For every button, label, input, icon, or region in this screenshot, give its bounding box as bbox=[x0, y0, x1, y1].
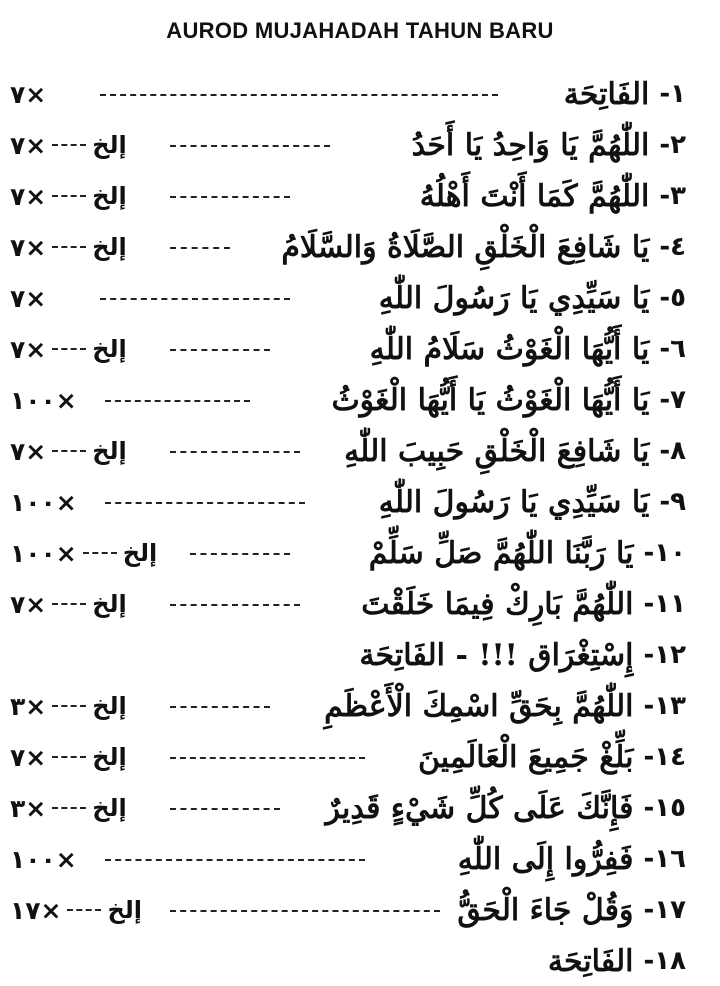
item-text: يَا شَافِعَ الْخَلْقِ الصَّلَاةُ وَالسَّلَامُ bbox=[281, 229, 650, 265]
dashed-leader bbox=[170, 808, 280, 810]
item-number: ١٢- bbox=[643, 640, 686, 670]
dashed-leader bbox=[100, 94, 498, 96]
item-text: اللّٰهُمَّ بِحَقِّ اسْمِكَ الْأَعْظَمِ bbox=[324, 688, 634, 724]
count-group bbox=[10, 324, 127, 374]
etc-marker: إلخ bbox=[92, 743, 127, 771]
item-text: يَا سَيِّدِي يَا رَسُولَ اللّٰهِ bbox=[378, 484, 650, 520]
list-item bbox=[0, 783, 720, 833]
etc-marker: إلخ bbox=[107, 896, 143, 924]
item-content bbox=[458, 834, 686, 884]
list-item bbox=[0, 324, 720, 374]
item-text: فَإِنَّكَ عَلَى كُلِّ شَيْءٍ قَدِيرٌ bbox=[325, 790, 634, 826]
item-content bbox=[370, 324, 686, 374]
item-text: يَا سَيِّدِي يَا رَسُولَ اللّٰهِ bbox=[378, 280, 650, 316]
count-group bbox=[10, 885, 142, 935]
item-text: فَفِرُّوا إِلَى اللّٰهِ bbox=[457, 841, 634, 877]
list-item bbox=[0, 528, 720, 578]
dashed-leader bbox=[170, 196, 290, 198]
count-group bbox=[10, 69, 46, 119]
repeat-count: ٧× bbox=[10, 742, 47, 772]
list-item bbox=[0, 120, 720, 170]
item-number: ١- bbox=[659, 79, 686, 109]
list-item bbox=[0, 732, 720, 782]
item-text: يَا شَافِعَ الْخَلْقِ حَبِيبَ اللّٰهِ bbox=[344, 433, 650, 469]
item-text: الفَاتِحَة bbox=[547, 943, 634, 979]
item-number: ١٨- bbox=[643, 946, 686, 976]
list-item bbox=[0, 834, 720, 884]
item-text: يَا رَبَّنَا اللّٰهُمَّ صَلِّ سَلِّمْ bbox=[368, 535, 634, 571]
dashed-leader bbox=[190, 553, 290, 555]
item-text: اللّٰهُمَّ كَمَا أَنْتَ أَهْلُهُ bbox=[419, 178, 650, 214]
count-group bbox=[10, 426, 127, 476]
count-group bbox=[10, 222, 127, 272]
list-item bbox=[0, 375, 720, 425]
dash-separator bbox=[52, 246, 86, 248]
dashed-leader bbox=[170, 757, 365, 759]
count-group bbox=[10, 171, 127, 221]
item-content bbox=[331, 375, 686, 425]
count-group bbox=[10, 273, 46, 323]
dash-separator bbox=[52, 705, 86, 707]
count-group bbox=[10, 834, 77, 884]
item-number: ٨- bbox=[659, 436, 686, 466]
etc-marker: إلخ bbox=[122, 539, 158, 567]
list-item bbox=[0, 477, 720, 527]
repeat-count: ١٠٠× bbox=[10, 385, 77, 415]
etc-marker: إلخ bbox=[92, 233, 127, 261]
count-group bbox=[10, 732, 127, 782]
repeat-count: ١٠٠× bbox=[10, 487, 77, 517]
item-number: ٥- bbox=[659, 283, 686, 313]
item-number: ١٣- bbox=[643, 691, 686, 721]
item-content bbox=[325, 783, 686, 833]
dash-separator bbox=[83, 552, 117, 554]
dashed-leader bbox=[170, 451, 300, 453]
dashed-leader bbox=[170, 910, 440, 912]
dashed-leader bbox=[100, 298, 290, 300]
list-item bbox=[0, 426, 720, 476]
etc-marker: إلخ bbox=[92, 590, 127, 618]
item-text: إِسْتِغْرَاق !!! - الفَاتِحَة bbox=[359, 637, 634, 673]
count-group bbox=[10, 375, 77, 425]
item-content bbox=[420, 171, 686, 221]
list-item bbox=[0, 681, 720, 731]
item-content bbox=[344, 426, 686, 476]
item-number: ٧- bbox=[659, 385, 686, 415]
etc-marker: إلخ bbox=[92, 131, 127, 159]
dashed-leader bbox=[170, 604, 300, 606]
repeat-count: ٧× bbox=[10, 436, 47, 466]
dashed-leader bbox=[170, 247, 230, 249]
item-content bbox=[457, 885, 686, 935]
item-content bbox=[281, 222, 686, 272]
item-number: ٣- bbox=[659, 181, 686, 211]
list-item bbox=[0, 936, 720, 986]
item-text: اللّٰهُمَّ يَا وَاحِدُ يَا أَحَدُ bbox=[411, 127, 650, 163]
item-text: يَا أَيُّهَا الْغَوْثُ سَلَامُ اللّٰهِ bbox=[369, 331, 650, 367]
item-content bbox=[418, 732, 686, 782]
dash-separator bbox=[52, 756, 86, 758]
etc-marker: إلخ bbox=[92, 692, 127, 720]
repeat-count: ٣× bbox=[10, 793, 47, 823]
dashed-leader bbox=[105, 502, 305, 504]
item-text: يَا أَيُّهَا الْغَوْثُ يَا أَيُّهَا الْغَوْثُ bbox=[331, 382, 650, 418]
list-item bbox=[0, 222, 720, 272]
item-content bbox=[359, 630, 686, 680]
dash-separator bbox=[52, 807, 86, 809]
item-number: ٦- bbox=[659, 334, 686, 364]
etc-marker: إلخ bbox=[92, 794, 127, 822]
item-text: وَقُلْ جَاءَ الْحَقُّ bbox=[457, 892, 634, 928]
list-item bbox=[0, 630, 720, 680]
item-number: ١٧- bbox=[643, 895, 686, 925]
list-item bbox=[0, 885, 720, 935]
count-group bbox=[10, 120, 127, 170]
item-number: ١٥- bbox=[643, 793, 686, 823]
item-number: ١٤- bbox=[643, 742, 686, 772]
count-group bbox=[10, 579, 127, 629]
repeat-count: ٧× bbox=[10, 334, 47, 364]
page-title: AUROD MUJAHADAH TAHUN BARU bbox=[166, 18, 554, 43]
count-group bbox=[10, 681, 127, 731]
count-group bbox=[10, 528, 157, 578]
item-number: ٩- bbox=[659, 487, 686, 517]
item-content bbox=[361, 579, 686, 629]
list-item bbox=[0, 273, 720, 323]
repeat-count: ٧× bbox=[10, 232, 47, 262]
dashed-leader bbox=[170, 145, 330, 147]
item-text: اللّٰهُمَّ بَارِكْ فِيمَا خَلَقْتَ bbox=[361, 586, 634, 622]
item-content bbox=[324, 681, 686, 731]
repeat-count: ١٠٠× bbox=[10, 844, 77, 874]
repeat-count: ٧× bbox=[10, 130, 47, 160]
dash-separator bbox=[52, 603, 86, 605]
dashed-leader bbox=[170, 349, 270, 351]
count-group bbox=[10, 477, 77, 527]
item-content bbox=[379, 477, 686, 527]
list-item bbox=[0, 69, 720, 119]
etc-marker: إلخ bbox=[92, 182, 127, 210]
dashed-leader bbox=[105, 400, 250, 402]
item-text: الفَاتِحَة bbox=[563, 76, 650, 112]
item-content bbox=[564, 69, 686, 119]
dash-separator bbox=[52, 144, 86, 146]
repeat-count: ١٧× bbox=[10, 895, 62, 925]
item-number: ٢- bbox=[659, 130, 686, 160]
etc-marker: إلخ bbox=[92, 437, 127, 465]
list-item bbox=[0, 171, 720, 221]
item-content bbox=[412, 120, 686, 170]
item-number: ١٠- bbox=[643, 538, 686, 568]
item-content bbox=[369, 528, 686, 578]
dashed-leader bbox=[105, 859, 365, 861]
dash-separator bbox=[67, 909, 101, 911]
repeat-count: ١٠٠× bbox=[10, 538, 77, 568]
item-number: ٤- bbox=[659, 232, 686, 262]
item-number: ١٦- bbox=[643, 844, 686, 874]
repeat-count: ٧× bbox=[10, 283, 47, 313]
repeat-count: ٧× bbox=[10, 181, 47, 211]
repeat-count: ٧× bbox=[10, 79, 47, 109]
count-group bbox=[10, 783, 127, 833]
repeat-count: ٣× bbox=[10, 691, 47, 721]
dash-separator bbox=[52, 195, 86, 197]
item-content bbox=[548, 936, 686, 986]
dashed-leader bbox=[170, 706, 270, 708]
etc-marker: إلخ bbox=[92, 335, 127, 363]
list-item bbox=[0, 579, 720, 629]
item-content bbox=[379, 273, 686, 323]
dash-separator bbox=[52, 348, 86, 350]
repeat-count: ٧× bbox=[10, 589, 47, 619]
item-text: بَلِّغْ جَمِيعَ الْعَالَمِينَ bbox=[417, 739, 634, 775]
dash-separator bbox=[52, 450, 86, 452]
item-number: ١١- bbox=[643, 589, 686, 619]
